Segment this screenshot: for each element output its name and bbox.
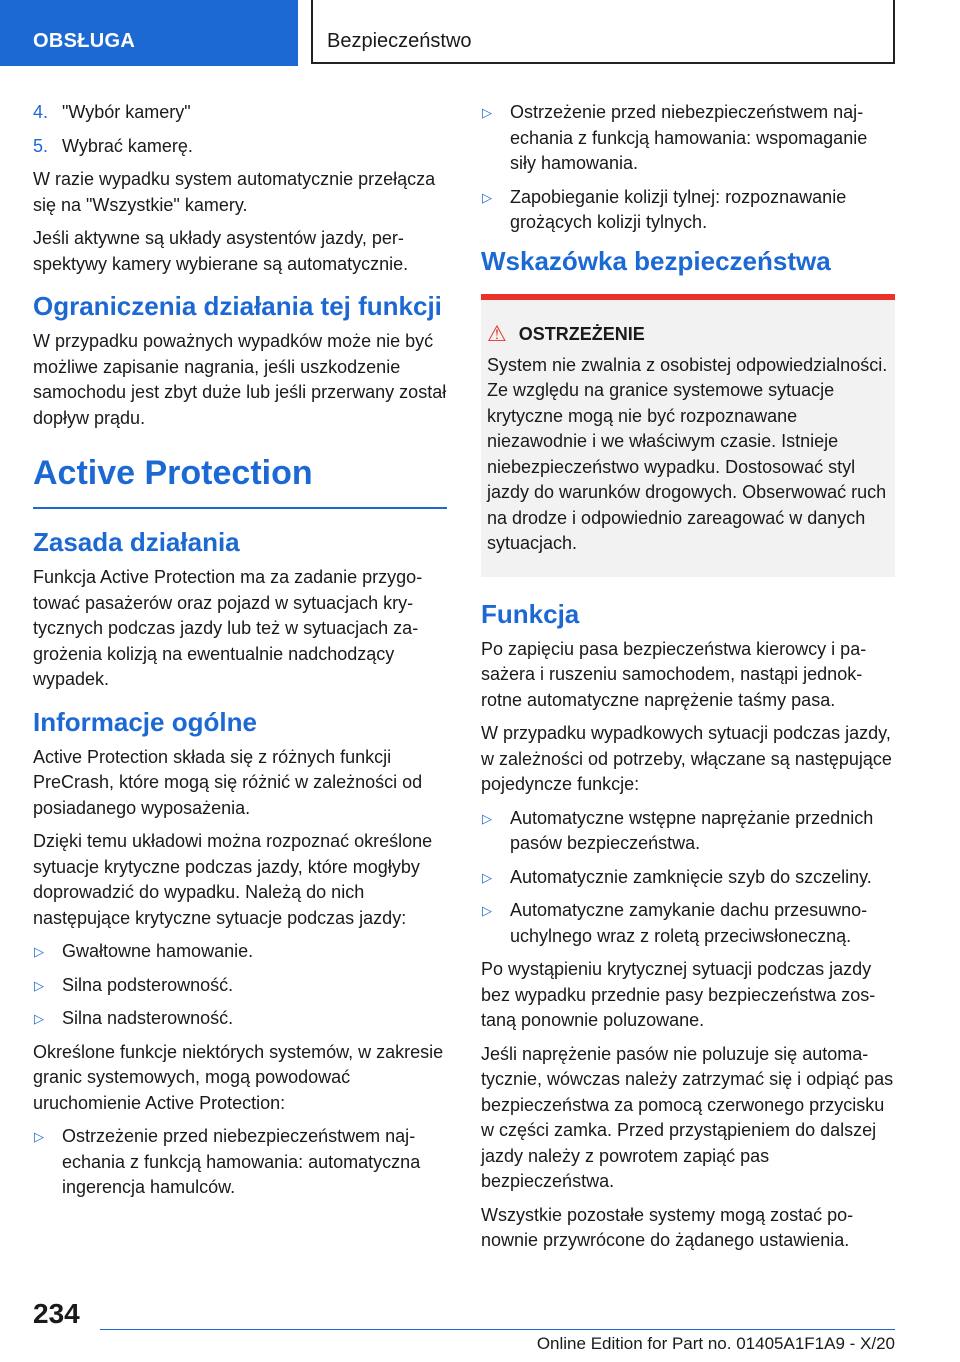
list-item-text: Ostrzeżenie przed niebezpieczeństwem najechania z funkcją hamowania: automatyczna ingerencja hamulców.	[62, 1126, 421, 1197]
paragraph: Jeśli aktywne są układy asystentów jazdy, perspektywy kamery wybierane są automatycznie.	[33, 228, 409, 274]
list-item	[481, 806, 895, 857]
list-item	[33, 1006, 447, 1032]
triangle-bullet-icon: ▷	[482, 869, 492, 885]
header-section	[0, 0, 298, 66]
triangle-bullet-icon: ▷	[34, 1011, 44, 1026]
heading-general-info: Informacje ogólne	[33, 706, 257, 737]
paragraph: Active Protection składa się z różnych funkcji PreCrash, które mogą się różnić w zależności od posiadanego wyposażenia.	[33, 746, 423, 818]
list-item-text: Zapobieganie kolizji tylnej: rozpoznawanie grożących kolizji tylnych.	[510, 186, 847, 232]
paragraph: Jeśli naprężenie pasów nie poluzuje się automatycznie, wówczas należy zatrzymać się i odpiąć pas bezpieczeństwa za pomocą czerwonego przycisku w części zamka. Przed przystąpieniem do dalszej jazdy należy z powrotem zapiąć pas bezpieczeństwa.	[481, 1043, 894, 1191]
warning-title-text: OSTRZEŻENIE	[518, 323, 645, 344]
list-item-text: Ostrzeżenie przed niebezpieczeństwem najechania z funkcją hamowania: wspomaganie siły hamowania.	[510, 102, 868, 173]
heading-limits: Ograniczenia działania tej funkcji	[33, 291, 442, 321]
triangle-bullet-icon: ▷	[34, 1129, 44, 1144]
numbered-item	[33, 100, 447, 126]
triangle-bullet-icon: ▷	[482, 810, 492, 826]
list-item-text: Automatyczne wstępne naprężanie przednich pasów bezpieczeństwa.	[510, 807, 874, 853]
left-column	[33, 100, 447, 1209]
paragraph: Wszystkie pozostałe systemy mogą zostać ponownie przywrócone do żądanego ustawienia.	[481, 1204, 854, 1250]
triangle-bullet-icon: ▷	[482, 105, 492, 120]
list-item	[33, 973, 447, 999]
paragraph: Określone funkcje niektórych systemów, w zakresie granic systemowych, mogą powodować uruchomienie Active Protection:	[33, 1041, 444, 1113]
list-item-text: Gwałtowne hamowanie.	[62, 941, 254, 961]
paragraph: Dzięki temu układowi można rozpoznać określone sytuacje krytyczne podczas jazdy, które mogłyby doprowadzić do wypadku. Należą do nich następujące krytyczne sytuacje podczas jazdy:	[33, 831, 433, 928]
triangle-bullet-icon: ▷	[34, 944, 44, 959]
heading-principle: Zasada działania	[33, 527, 240, 557]
footer-divider	[100, 1329, 895, 1330]
paragraph: Po zapięciu pasa bezpieczeństwa kierowcy i pasażera i ruszeniu samochodem, nastąpi jednokrotne automatyczne naprężenie taśmy pasa.	[481, 638, 867, 710]
list-item-text: Silna nadsterowność.	[62, 1008, 234, 1028]
paragraph: Funkcja Active Protection ma za zadanie przygotować pasażerów oraz pojazd w sytuacjach krytycznych podczas jazdy lub też w sytuacjach zagrożenia kolizją na ewentualnie nadchodzący wypadek.	[33, 567, 423, 689]
item-text: Wybrać kamerę.	[62, 135, 193, 156]
heading-safety-note: Wskazówka bezpieczeństwa	[481, 245, 831, 276]
list-item-text: Automatycznie zamknięcie szyb do szczeliny.	[510, 866, 872, 887]
triangle-bullet-icon: ▷	[482, 903, 492, 918]
warning-title	[487, 321, 889, 346]
header-chapter-label: Bezpieczeństwo	[327, 30, 472, 52]
warning-triangle-icon: ⚠	[487, 321, 507, 346]
footer-edition: Online Edition for Part no. 01405A1F1A9 - X/20	[536, 1334, 895, 1353]
triangle-bullet-icon: ▷	[482, 189, 492, 205]
warning-text: System nie zwalnia z osobistej odpowiedzialności. Ze względu na granice systemowe sytuacje krytyczne mogą nie być rozpoznawane niezawodnie i we właściwym czasie. Istnieje niebezpieczeństwo wypadku. Dostosować styl jazdy do warunków drogowych. Obserwować ruch na drodze i odpowiednio zareagować w danych sytuacjach.	[487, 354, 888, 553]
heading-active-protection: Active Protection	[33, 453, 447, 509]
heading-function: Funkcja	[481, 598, 580, 629]
paragraph: W przypadku wypadkowych sytuacji podczas jazdy, w zależności od potrzeby, włączane są następujące pojedyncze funkcje:	[481, 723, 892, 794]
numbered-item	[33, 134, 447, 160]
list-item-text: Automatyczne zamykanie dachu przesuwno-uchylnego wraz z roletą przeciwsłoneczną.	[510, 900, 868, 946]
list-item	[33, 1124, 447, 1201]
list-item-text: Silna podsterowność.	[62, 974, 234, 995]
item-number: 5.	[33, 135, 49, 156]
list-item	[481, 185, 895, 236]
right-column	[481, 100, 895, 1262]
list-item	[481, 898, 895, 949]
header-section-label: OBSŁUGA	[33, 30, 136, 52]
item-number: 4.	[33, 102, 49, 122]
triangle-bullet-icon: ▷	[34, 977, 44, 993]
warning-box	[481, 294, 895, 577]
paragraph: W przypadku poważnych wypadków może nie być możliwe zapisanie nagrania, jeśli uszkodzenie samochodu jest zbyt duże lub jeśli przerwany został dopływ prądu.	[33, 331, 447, 428]
page-number: 234	[33, 1298, 80, 1329]
paragraph: W razie wypadku system automatycznie przełącza się na "Wszystkie" kamery.	[33, 169, 436, 215]
paragraph: Po wystąpieniu krytycznej sytuacji podczas jazdy bez wypadku przednie pasy bezpieczeństwa zostaną ponownie poluzowane.	[481, 959, 876, 1030]
item-text: "Wybór kamery"	[62, 102, 191, 122]
list-item	[33, 939, 447, 965]
list-item	[481, 100, 895, 177]
list-item	[481, 865, 895, 891]
header-chapter	[311, 0, 895, 64]
